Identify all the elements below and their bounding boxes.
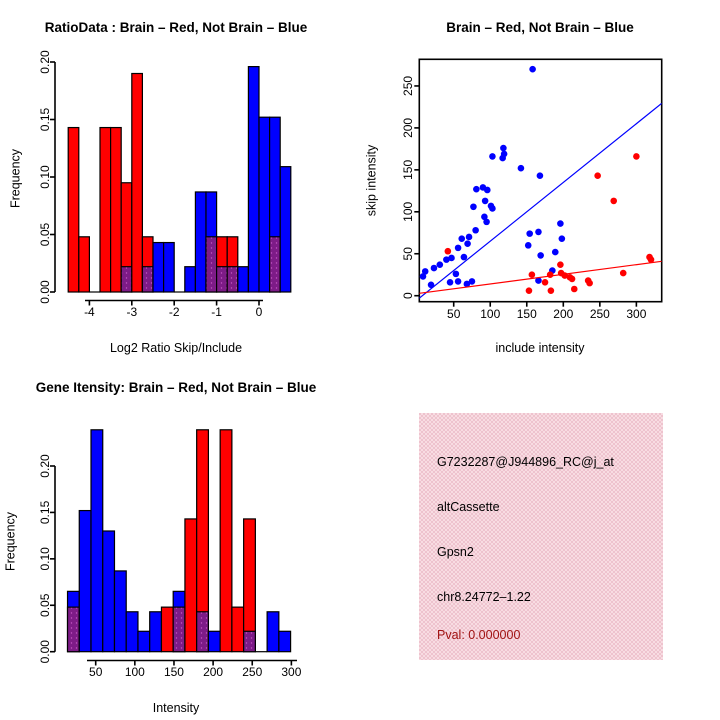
svg-text:0.05: 0.05 — [38, 222, 52, 247]
gene-info-box — [419, 413, 663, 660]
svg-text:-1: -1 — [211, 305, 222, 319]
gene-histogram-xlabel: Intensity — [152, 701, 200, 715]
svg-text:150: 150 — [163, 665, 184, 679]
scatter-plot — [360, 0, 720, 360]
scatter-panel — [360, 0, 720, 360]
splice-type-text: altCassette — [437, 500, 500, 514]
gene-histogram-ylabel: Frequency — [3, 511, 18, 572]
scatter-xlabel: include intensity — [495, 341, 585, 355]
ratio-histogram-plot — [0, 0, 360, 360]
svg-text:50: 50 — [89, 665, 103, 679]
gene-histogram-title: Gene Itensity: Brain – Red, Not Brain – Blue — [35, 380, 317, 395]
svg-text:50: 50 — [401, 247, 415, 261]
svg-text:-4: -4 — [84, 305, 95, 319]
gene-histogram-panel — [0, 360, 360, 720]
svg-text:250: 250 — [589, 307, 610, 321]
gene-name-text: Gpsn2 — [437, 545, 474, 559]
svg-text:-3: -3 — [126, 305, 138, 319]
gene-histogram-plot — [0, 360, 360, 720]
genomic-location-text: chr8.24772–1.22 — [437, 590, 531, 604]
svg-text:300: 300 — [281, 665, 302, 679]
scatter-title: Brain – Red, Not Brain – Blue — [446, 20, 634, 35]
svg-text:250: 250 — [242, 665, 263, 679]
ratio-histogram-title: RatioData : Brain – Red, Not Brain – Blue — [44, 20, 308, 35]
svg-text:0.05: 0.05 — [38, 593, 52, 617]
svg-text:0: 0 — [401, 292, 415, 300]
svg-text:-2: -2 — [168, 305, 180, 319]
scatter-ylabel: skip intensity — [364, 144, 379, 217]
svg-text:0.20: 0.20 — [38, 454, 52, 478]
svg-text:0.10: 0.10 — [38, 547, 52, 571]
svg-text:100: 100 — [401, 201, 415, 222]
ratio-histogram-xlabel: Log2 Ratio Skip/Include — [109, 341, 243, 355]
svg-text:200: 200 — [553, 307, 574, 321]
svg-text:200: 200 — [203, 665, 224, 679]
svg-text:0.10: 0.10 — [38, 165, 52, 189]
info-panel — [360, 360, 720, 720]
svg-text:0.20: 0.20 — [38, 50, 52, 74]
svg-text:100: 100 — [480, 307, 501, 321]
ratio-histogram-panel — [0, 0, 360, 360]
svg-text:100: 100 — [124, 665, 145, 679]
probe-id-text: G7232287@J944896_RC@j_at — [437, 455, 614, 469]
svg-text:0: 0 — [255, 305, 263, 319]
svg-text:0.15: 0.15 — [38, 500, 52, 525]
svg-text:250: 250 — [401, 75, 415, 96]
svg-text:0.00: 0.00 — [38, 640, 52, 664]
pval-text: Pval: 0.000000 — [437, 628, 521, 642]
svg-text:50: 50 — [447, 307, 461, 321]
svg-text:300: 300 — [626, 307, 647, 321]
svg-text:150: 150 — [516, 307, 537, 321]
svg-text:0.00: 0.00 — [38, 280, 52, 304]
svg-text:200: 200 — [401, 117, 415, 138]
ratio-histogram-ylabel: Frequency — [8, 148, 23, 209]
svg-text:150: 150 — [401, 159, 415, 180]
svg-text:0.15: 0.15 — [38, 107, 52, 132]
